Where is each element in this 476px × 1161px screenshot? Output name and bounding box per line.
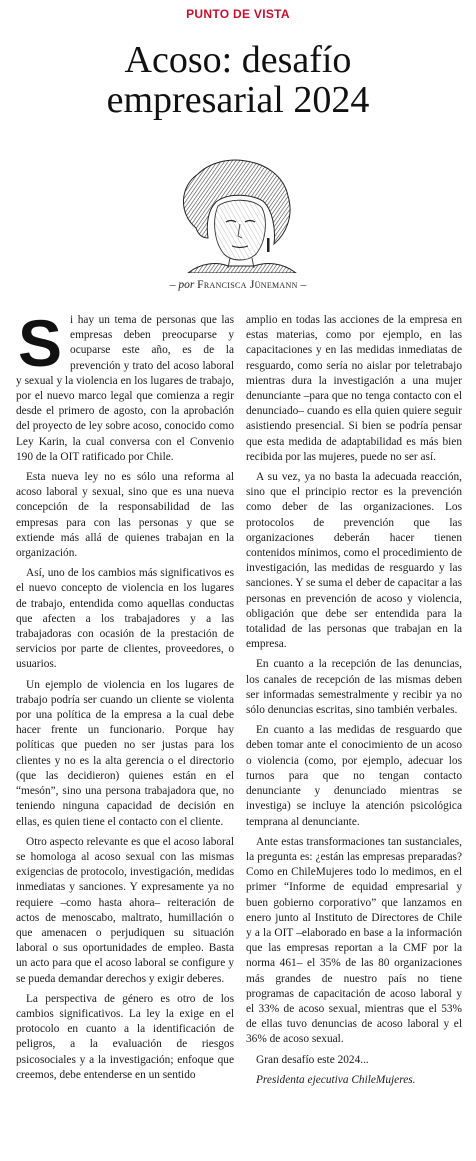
author-name: Francisca Jünemann xyxy=(197,279,298,291)
article-paragraph: En cuanto a las medidas de resguardo que deben tomar ante el conocimiento de un acoso o violencia (como, por ejemplo, adecuar los turnos para que no tengan contacto denunciante y denunciado mientras se investiga) se incluye la atención psicológica temprana al denunciante. xyxy=(246,724,462,828)
author-portrait-illustration xyxy=(168,158,308,273)
article-paragraph: Un ejemplo de violencia en los lugares de trabajo podría ser cuando un cliente se violenta por una política de la empresa a la cual debe hacer frente un funcionario. Porque hay políticas que pueden no ser justas para los clientes y no es la alta gerencia o el directorio (que las decidieron) quienes están en el “mesón”, sino una persona trabajadora que, no teniendo ninguna capacidad de decisión en ellas, es quien tiene el contacto con el cliente. xyxy=(16,678,234,828)
article-column-left xyxy=(16,306,234,1088)
section-kicker: PUNTO DE VISTA xyxy=(186,7,290,21)
article-paragraph: Así, uno de los cambios más significativos es el nuevo concepto de violencia en los lugares de trabajo, entendida como aquellas conductas que afecten a los trabajadores y a las trabajadoras con ocasión de la prestación de servicios por parte de clientes, proveedores, o usuarios. xyxy=(16,567,234,671)
paragraph-text: i hay un tema de personas que las empresas deben preocuparse y ocuparse este año, es de la prevención y trato del acoso laboral y sexual y la violencia en los lugares de trabajo, por el nuevo marco legal que comienza a regir desde el primero de agosto, con la aprobación del proyecto de ley sobre acoso, conocido como Ley Karin, la cual conversa con el Convenio 190 de la OIT ratificado por Chile. xyxy=(16,314,234,463)
headline xyxy=(0,40,476,120)
byline-suffix: – xyxy=(297,279,307,291)
headline-line-1: Acoso: desafío xyxy=(124,39,352,81)
article-paragraph: A su vez, ya no basta la adecuada reacción, sino que el principio rector es la prevención como deber de las organizaciones. Los protocolos de prevención que las organizaciones deberán hacer tienen contenidos mínimos, como el procedimiento de investigación, las medidas de resguardo y las sanciones. Y se suma el deber de capacitar a las personas en prevención de acoso y violencia, obligación que debe ser entendida para la totalidad de las personas que trabajan en la empresa. xyxy=(246,471,462,651)
article-paragraph: Esta nueva ley no es sólo una reforma al acoso laboral y sexual, sino que es una nueva concepción de la responsabilidad de las empresas para con las personas y que se extiende más allá de quienes trabajan en la organización. xyxy=(16,471,234,560)
article-paragraph xyxy=(16,306,234,465)
article-column-right xyxy=(246,313,462,1093)
headline-line-2: empresarial 2024 xyxy=(106,79,370,121)
article-paragraph: Otro aspecto relevante es que el acoso laboral se homologa al acoso sexual con las mismas exigencias de protocolo, investigación, medidas inmediatas y sanciones. Y expresamente ya no requiere –como hasta ahora– reiteración de actos de menoscabo, maltrato, humillación o que amenacen o perjudiquen su situación laboral o sus oportunidades de empleo. Basta un acto para que el acoso laboral se configure y se pueda demandar derechos y exigir deberes. xyxy=(16,835,234,985)
article-paragraph: La perspectiva de género es otro de los cambios significativos. La ley la exige en el protocolo en cuanto a la identificación de peligros, a la evaluación de riesgos psicosociales y a la investigación; enfoque que creemos, debe entenderse en un sentido xyxy=(16,992,234,1081)
closing-line: Gran desafío este 2024... xyxy=(256,1053,369,1066)
article-paragraph: amplio en todas las acciones de la empresa en estas materias, como por ejemplo, en las capacitaciones y en las medidas inmediatas de resguardo, como sería no aislar por teletrabajo mientras dura la investigación a una mujer denunciante –para que no tenga contacto con el denunciado– cuando es ella quien quiere seguir asistiendo presencial. Si bien se podría pensar que esta medida de adaptabilidad es más bien recibida por las mujeres, puede no ser así. xyxy=(246,314,462,463)
author-role: Presidenta ejecutiva ChileMujeres. xyxy=(256,1073,416,1086)
article-paragraph: Ante estas transformaciones tan sustanciales, la pregunta es: ¿están las empresas preparadas? Como en ChileMujeres todo lo medimos, en el primer “Informe de equidad empresarial y buen gobierno corporativo” que lanzamos en enero junto al Instituto de Directores de Chile y a la OIT –elaborado en base a la información que las empresas reportan a la CMF por la norma 461– el 35% de las 80 organizaciones más grandes de nuestro país no tiene programas de capacitación de acoso laboral y el 33% de acoso sexual, mientras que el 53% de ellas tuvo denuncias de acoso laboral y el 36% de acoso sexual. xyxy=(246,835,462,1046)
byline xyxy=(0,279,476,291)
article-paragraph: En cuanto a la recepción de las denuncias, los canales de recepción de las mismas deben ser informadas semestralmente y recibir ya no sólo denuncias escritas, sino también verbales. xyxy=(246,658,462,717)
drop-cap: S xyxy=(18,306,63,380)
byline-prefix: – por xyxy=(169,279,195,291)
